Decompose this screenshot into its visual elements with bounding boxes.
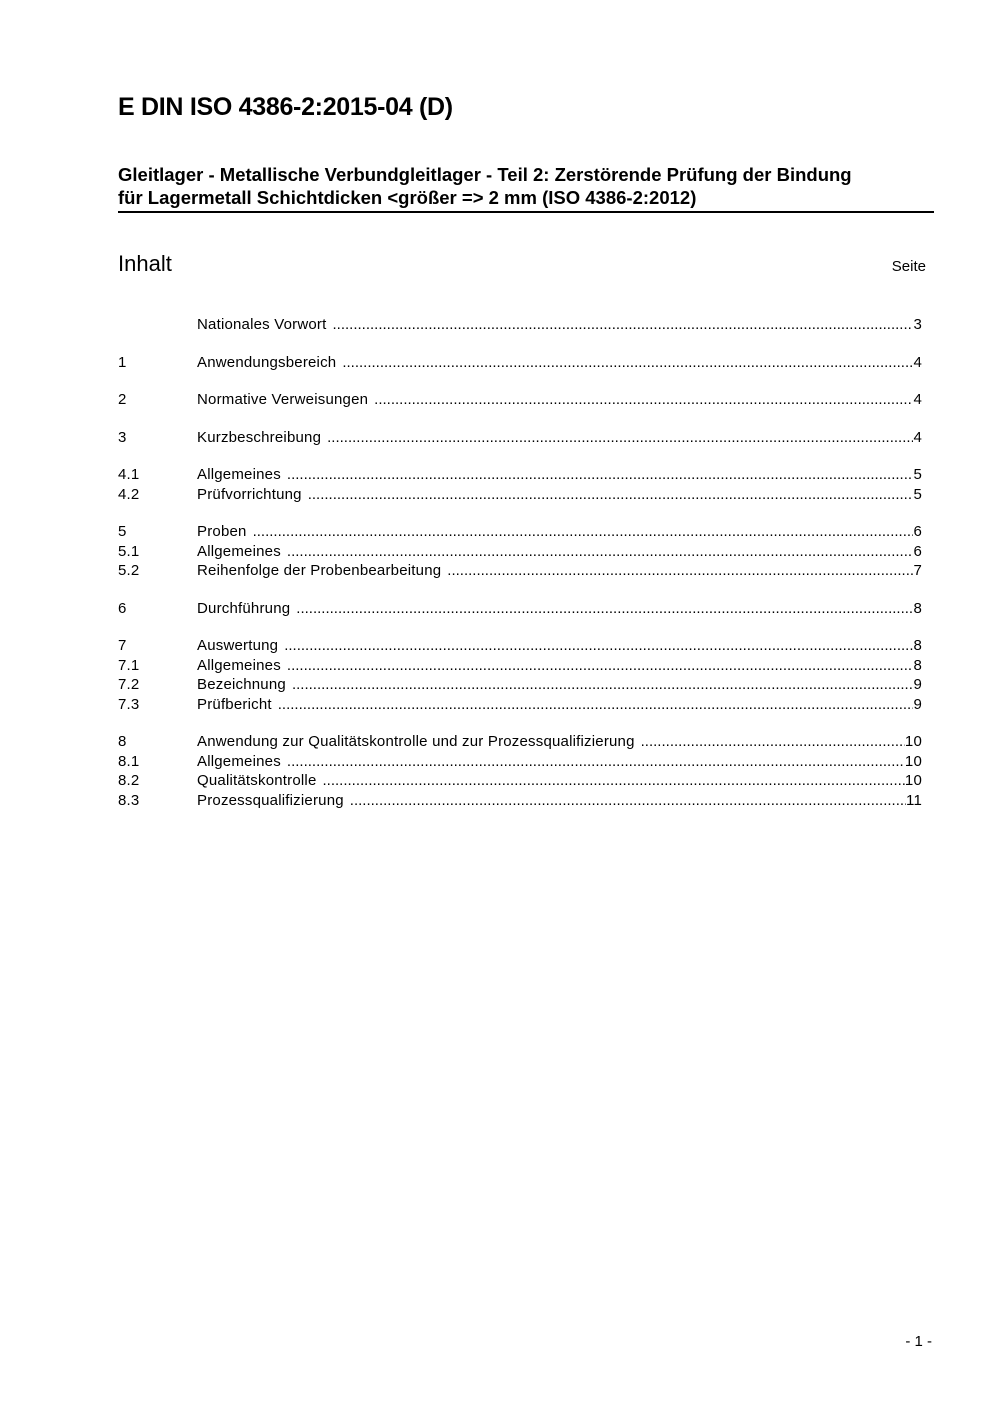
toc-entry-5-1[interactable] bbox=[118, 542, 922, 562]
toc-entry-number: 2 bbox=[118, 391, 127, 408]
document-title-line-2: für Lagermetall Schichtdicken <größer => 2 mm (ISO 4386-2:2012) bbox=[118, 187, 697, 208]
toc-entry-8-3[interactable] bbox=[118, 791, 922, 811]
toc-entry-title: Allgemeines bbox=[197, 752, 281, 770]
toc-entry-page: 4 bbox=[913, 353, 922, 371]
toc-entry-title: Proben bbox=[197, 523, 247, 540]
toc-entry-title: Prüfbericht bbox=[197, 695, 272, 713]
toc-entry-page: 6 bbox=[913, 542, 922, 560]
toc-entry-number: 7.3 bbox=[118, 695, 140, 713]
toc-entry-page: 3 bbox=[913, 316, 922, 333]
toc-dot-leader bbox=[323, 771, 905, 791]
toc-dot-leader bbox=[278, 695, 914, 715]
toc-entry-title: Durchführung bbox=[197, 599, 291, 617]
toc-dot-leader bbox=[287, 752, 905, 772]
toc-entry-number: 3 bbox=[118, 428, 127, 446]
toc-entry-page: 5 bbox=[913, 485, 922, 503]
toc-entry-number: 1 bbox=[118, 353, 127, 371]
toc-entry-7-3[interactable] bbox=[118, 695, 922, 715]
document-id: E DIN ISO 4386-2:2015-04 (D) bbox=[118, 93, 453, 121]
toc-entry-number: 8.1 bbox=[118, 752, 140, 770]
toc-dot-leader bbox=[374, 390, 913, 410]
toc-entry-4-2[interactable] bbox=[118, 485, 922, 505]
toc-entry-page: 7 bbox=[913, 562, 922, 579]
toc-group bbox=[118, 465, 922, 504]
toc-entry-number: 5.1 bbox=[118, 542, 140, 560]
toc-dot-leader bbox=[287, 465, 914, 485]
toc-heading: Inhalt bbox=[118, 251, 172, 276]
toc-entry-number: 6 bbox=[118, 599, 127, 617]
toc-entry-number: 7.1 bbox=[118, 656, 140, 674]
toc-entry-page: 5 bbox=[913, 466, 922, 483]
toc-entry-title: Allgemeines bbox=[197, 656, 281, 674]
toc-entry-number: 4.1 bbox=[118, 466, 140, 483]
toc-group bbox=[118, 315, 922, 335]
toc-entry-title: Auswertung bbox=[197, 637, 279, 654]
toc-entry-title: Normative Verweisungen bbox=[197, 391, 369, 408]
toc-dot-leader bbox=[284, 636, 913, 656]
toc-entry-page: 10 bbox=[904, 772, 922, 789]
toc-entry-7-2[interactable] bbox=[118, 675, 922, 695]
document-title bbox=[118, 163, 934, 213]
toc-entry-title: Allgemeines bbox=[197, 466, 281, 483]
toc-entry-4-1[interactable] bbox=[118, 465, 922, 485]
toc-entry-anwendungsbereich[interactable] bbox=[118, 353, 922, 373]
toc-entry-title: Allgemeines bbox=[197, 542, 281, 560]
toc-entry-page: 9 bbox=[913, 676, 922, 693]
toc-dot-leader bbox=[296, 599, 913, 619]
toc-entry-8[interactable] bbox=[118, 732, 922, 752]
toc-entry-title: Anwendungsbereich bbox=[197, 353, 337, 371]
toc-entry-page: 10 bbox=[904, 752, 922, 770]
toc-entry-5[interactable] bbox=[118, 522, 922, 542]
toc-dot-leader bbox=[287, 656, 914, 676]
toc-dot-leader bbox=[287, 542, 914, 562]
toc-entry-normative-verweisungen[interactable] bbox=[118, 390, 922, 410]
toc-dot-leader bbox=[333, 315, 914, 335]
toc-entry-number: 8 bbox=[118, 733, 127, 750]
toc-entry-title: Anwendung zur Qualitätskontrolle und zur Prozessqualifizierung bbox=[197, 733, 635, 750]
toc-entry-number: 4.2 bbox=[118, 485, 140, 503]
toc-group bbox=[118, 522, 922, 581]
toc-entry-page: 8 bbox=[913, 599, 922, 617]
toc-dot-leader bbox=[350, 791, 906, 811]
toc-page-label: Seite bbox=[891, 258, 926, 275]
toc-entry-page: 4 bbox=[913, 428, 922, 446]
toc-entry-number: 8.2 bbox=[118, 772, 140, 789]
toc-entry-page: 11 bbox=[906, 791, 922, 809]
toc-entry-title: Nationales Vorwort bbox=[197, 316, 327, 333]
toc-group bbox=[118, 732, 922, 810]
toc-entry-title: Bezeichnung bbox=[197, 676, 286, 693]
toc-entry-7-1[interactable] bbox=[118, 656, 922, 676]
toc-entry-title: Reihenfolge der Probenbearbeitung bbox=[197, 562, 442, 579]
toc-group bbox=[118, 390, 922, 410]
toc-entry-page: 8 bbox=[913, 637, 922, 654]
toc-dot-leader bbox=[342, 353, 913, 373]
toc-entry-page: 9 bbox=[913, 695, 922, 713]
toc-entry-title: Kurzbeschreibung bbox=[197, 428, 322, 446]
toc-entry-page: 4 bbox=[913, 391, 922, 408]
toc-entry-8-2[interactable] bbox=[118, 771, 922, 791]
toc-entry-title: Prüfvorrichtung bbox=[197, 485, 302, 503]
toc-entry-5-2[interactable] bbox=[118, 561, 922, 581]
toc-entry-page: 8 bbox=[913, 656, 922, 674]
toc-entry-page: 6 bbox=[913, 523, 922, 540]
toc-entry-kurzbeschreibung[interactable] bbox=[118, 428, 922, 448]
toc-entry-number: 7.2 bbox=[118, 676, 140, 693]
toc-entry-nationales-vorwort[interactable] bbox=[118, 315, 922, 335]
toc-entry-number: 8.3 bbox=[118, 791, 140, 809]
toc-dot-leader bbox=[641, 732, 905, 752]
toc-group bbox=[118, 353, 922, 373]
toc-entry-number: 5.2 bbox=[118, 562, 140, 579]
toc-dot-leader bbox=[253, 522, 914, 542]
toc-dot-leader bbox=[308, 485, 914, 505]
toc-group bbox=[118, 636, 922, 714]
toc-group bbox=[118, 599, 922, 619]
toc-entry-8-1[interactable] bbox=[118, 752, 922, 772]
toc-entry-number: 5 bbox=[118, 523, 127, 540]
toc-entry-title: Prozessqualifizierung bbox=[197, 791, 344, 809]
table-of-contents bbox=[118, 315, 922, 828]
toc-dot-leader bbox=[447, 561, 913, 581]
toc-entry-6[interactable] bbox=[118, 599, 922, 619]
page-number: - 1 - bbox=[905, 1333, 932, 1350]
toc-entry-page: 10 bbox=[904, 733, 922, 750]
toc-group bbox=[118, 428, 922, 448]
toc-dot-leader bbox=[292, 675, 914, 695]
toc-entry-number: 7 bbox=[118, 637, 127, 654]
toc-entry-7[interactable] bbox=[118, 636, 922, 656]
toc-dot-leader bbox=[327, 428, 913, 448]
document-title-line-1: Gleitlager - Metallische Verbundgleitlager - Teil 2: Zerstörende Prüfung der Bindung bbox=[118, 164, 852, 185]
toc-entry-title: Qualitätskontrolle bbox=[197, 772, 317, 789]
